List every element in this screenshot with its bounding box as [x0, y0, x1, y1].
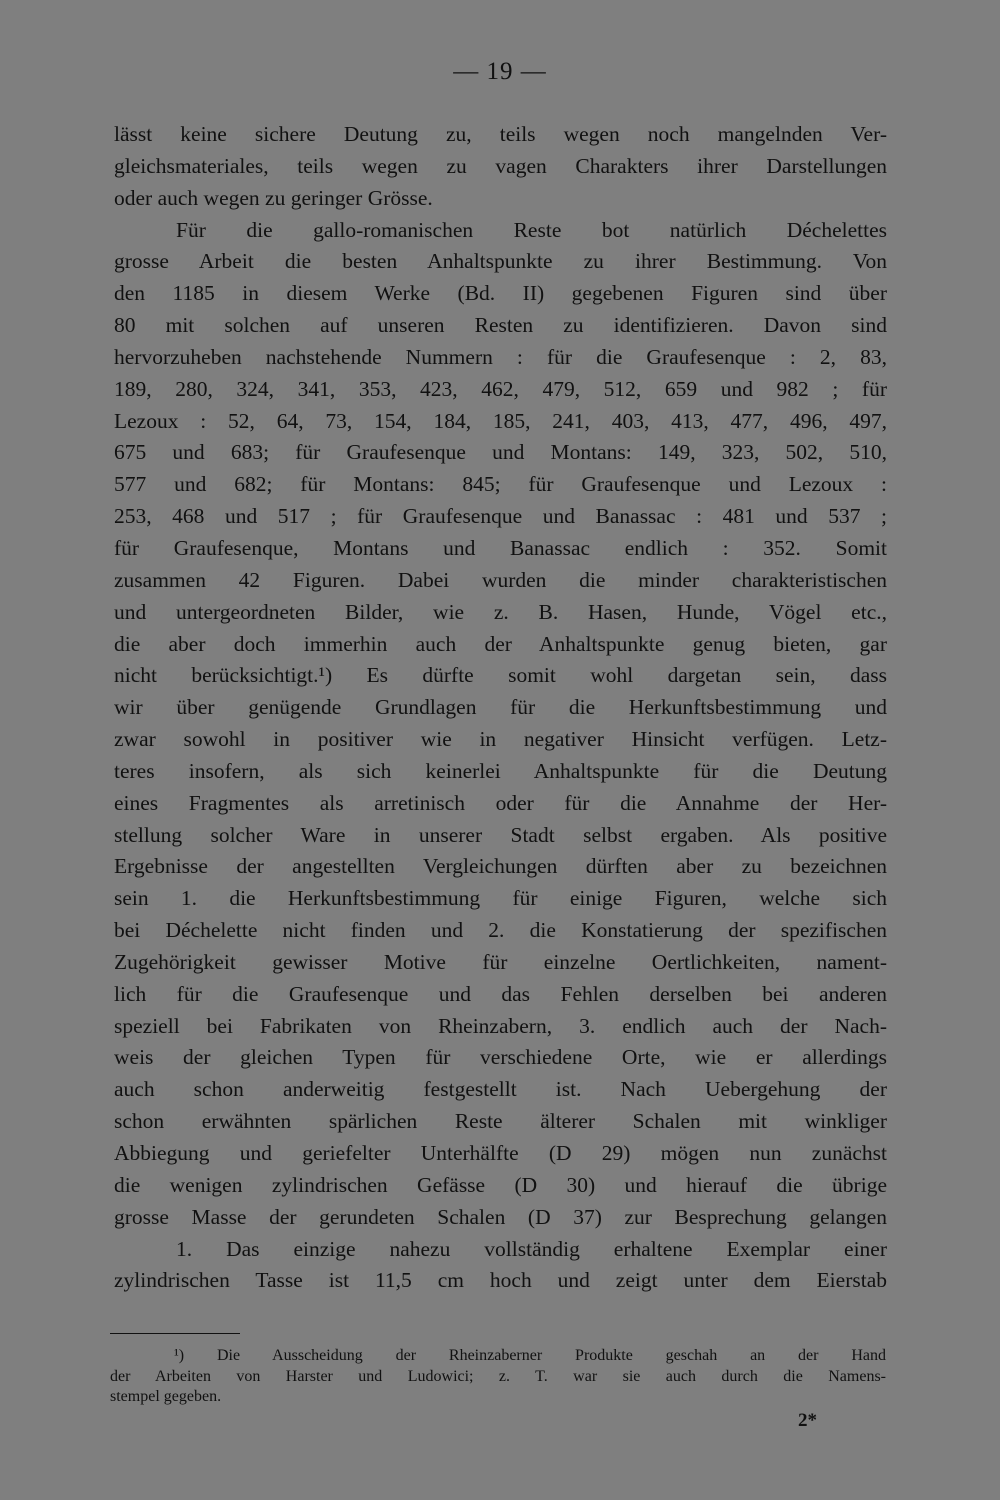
- body-line: auch schon anderweitig festgestellt ist. Nach Uebergehung der: [114, 1077, 887, 1102]
- body-line: 189, 280, 324, 341, 353, 423, 462, 479, 512, 659 und 982 ; für: [114, 376, 887, 401]
- body-line: zusammen 42 Figuren. Dabei wurden die minder charakteristischen: [114, 567, 887, 592]
- body-line: den 1185 in diesem Werke (Bd. II) gegebenen Figuren sind über: [114, 281, 887, 306]
- body-line: grosse Masse der gerundeten Schalen (D 37) zur Besprechung gelangen: [114, 1204, 887, 1229]
- body-line: stellung solcher Ware in unserer Stadt selbst ergaben. Als positive: [114, 822, 887, 847]
- page-number-header: — 19 —: [453, 58, 547, 85]
- body-line: 253, 468 und 517 ; für Graufesenque und Banassac : 481 und 537 ;: [114, 504, 887, 529]
- body-line: teres insofern, als sich keinerlei Anhaltspunkte für die Deutung: [114, 758, 887, 783]
- body-line: oder auch wegen zu geringer Grösse.: [114, 185, 433, 210]
- body-line: nicht berücksichtigt.¹) Es dürfte somit wohl dargetan sein, dass: [114, 663, 887, 688]
- body-text: [114, 119, 887, 1297]
- body-line: die wenigen zylindrischen Gefässe (D 30) und hierauf die übrige: [114, 1172, 887, 1197]
- footnote-rule: [110, 1333, 240, 1334]
- footnote-line: der Arbeiten von Harster und Ludowici; z. T. war sie auch durch die Namens-: [110, 1367, 886, 1385]
- footnote: [110, 1346, 886, 1408]
- body-line: speziell bei Fabrikaten von Rheinzabern, 3. endlich auch der Nach-: [114, 1013, 887, 1038]
- signature-mark: 2*: [798, 1410, 817, 1431]
- body-line: Lezoux : 52, 64, 73, 154, 184, 185, 241, 403, 413, 477, 496, 497,: [114, 408, 887, 433]
- body-line: Zugehörigkeit gewisser Motive für einzelne Oertlichkeiten, nament-: [114, 949, 887, 974]
- footnote-line: stempel gegeben.: [110, 1388, 222, 1405]
- body-line: schon erwähnten spärlichen Reste älterer Schalen mit winkliger: [114, 1109, 887, 1134]
- body-line: 1. Das einzige nahezu vollständig erhaltene Exemplar einer: [176, 1236, 887, 1261]
- body-line: Abbiegung und geriefelter Unterhälfte (D 29) mögen nun zunächst: [114, 1141, 887, 1165]
- body-line: für Graufesenque, Montans und Banassac endlich : 352. Somit: [114, 535, 887, 560]
- body-line: weis der gleichen Typen für verschiedene Orte, wie er allerdings: [114, 1045, 887, 1070]
- body-line: und untergeordneten Bilder, wie z. B. Hasen, Hunde, Vögel etc.,: [114, 599, 887, 624]
- body-line: lässt keine sichere Deutung zu, teils wegen noch mangelnden Ver-: [114, 122, 887, 146]
- body-line: gleichsmateriales, teils wegen zu vagen Charakters ihrer Darstellungen: [114, 153, 887, 178]
- body-line: Für die gallo-romanischen Reste bot natürlich Déchelettes: [176, 217, 887, 242]
- footnote-line: ¹) Die Ausscheidung der Rheinzaberner Produkte geschah an der Hand: [174, 1347, 886, 1364]
- body-line: zwar sowohl in positiver wie in negativer Hinsicht verfügen. Letz-: [114, 727, 887, 752]
- body-line: sein 1. die Herkunftsbestimmung für einige Figuren, welche sich: [114, 886, 887, 911]
- body-line: Ergebnisse der angestellten Vergleichungen dürften aber zu bezeichnen: [114, 854, 887, 879]
- body-line: 675 und 683; für Graufesenque und Montans: 149, 323, 502, 510,: [114, 440, 887, 465]
- body-line: wir über genügende Grundlagen für die Herkunftsbestimmung und: [114, 695, 887, 720]
- body-line: 80 mit solchen auf unseren Resten zu identifizieren. Davon sind: [114, 313, 887, 338]
- body-line: lich für die Graufesenque und das Fehlen derselben bei anderen: [114, 981, 887, 1006]
- body-line: zylindrischen Tasse ist 11,5 cm hoch und zeigt unter dem Eierstab: [114, 1268, 887, 1293]
- body-line: bei Déchelette nicht finden und 2. die Konstatierung der spezifischen: [114, 918, 887, 943]
- body-line: eines Fragmentes als arretinisch oder für die Annahme der Her-: [114, 790, 887, 815]
- body-line: hervorzuheben nachstehende Nummern : für die Graufesenque : 2, 83,: [114, 344, 887, 369]
- body-line: 577 und 682; für Montans: 845; für Graufesenque und Lezoux :: [114, 472, 887, 497]
- body-line: grosse Arbeit die besten Anhaltspunkte zu ihrer Bestimmung. Von: [114, 249, 887, 274]
- body-line: die aber doch immerhin auch der Anhaltspunkte genug bieten, gar: [114, 631, 887, 656]
